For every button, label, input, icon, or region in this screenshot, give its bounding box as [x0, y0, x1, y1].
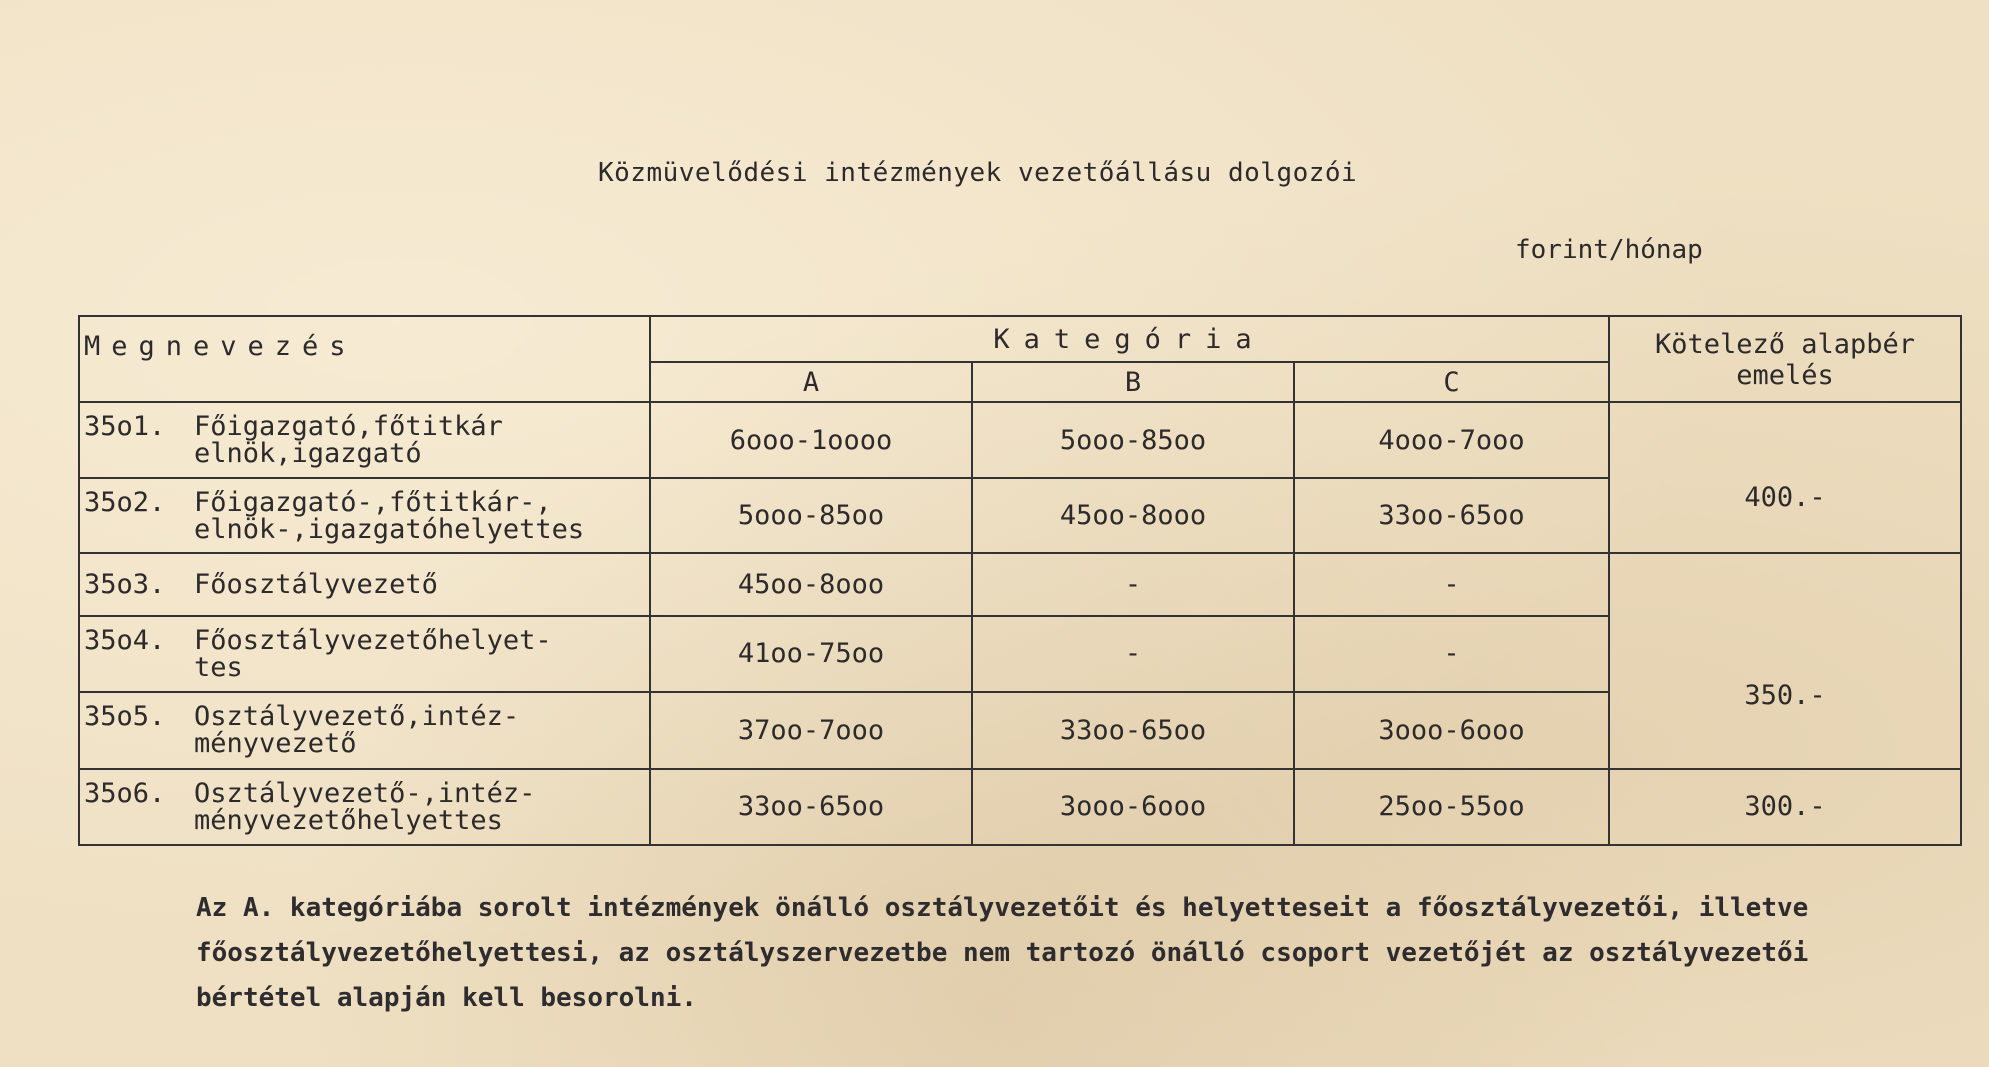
row-code: 35o2.: [84, 486, 166, 518]
row-name-cell: [79, 769, 650, 846]
value-category-c: 3ooo-6ooo: [1294, 692, 1609, 768]
value-category-a: 5ooo-85oo: [650, 478, 972, 553]
value-category-c: 33oo-65oo: [1294, 478, 1609, 553]
row-name-cell: [79, 478, 650, 553]
value-category-a: 45oo-8ooo: [650, 553, 972, 615]
value-category-c: -: [1294, 553, 1609, 615]
value-category-b: 45oo-8ooo: [972, 478, 1294, 553]
row-name-cell: [79, 553, 650, 615]
row-name-cell: [79, 692, 650, 768]
value-category-b: 33oo-65oo: [972, 692, 1294, 768]
row-name-line1: Főigazgató,főtitkár: [194, 411, 503, 443]
row-name-line1: Főosztályvezetőhelyet-: [194, 624, 552, 656]
raise-value: 350.-: [1609, 553, 1961, 768]
table-row: [79, 402, 1961, 477]
header-kategoria: Kategória: [650, 316, 1609, 362]
table-row: [79, 553, 1961, 615]
row-name-line1: Osztályvezető-,intéz-: [194, 777, 536, 809]
row-name-line2: tes: [194, 651, 243, 683]
raise-value: 300.-: [1609, 769, 1961, 846]
row-name-line1: Osztályvezető,intéz-: [194, 701, 520, 733]
row-name-line2: ményvezetőhelyettes: [194, 804, 503, 836]
salary-table: [78, 315, 1962, 846]
row-name-cell: [79, 616, 650, 692]
table-header-row: [79, 316, 1961, 362]
value-category-a: 41oo-75oo: [650, 616, 972, 692]
value-category-b: -: [972, 616, 1294, 692]
raise-value: 400.-: [1609, 402, 1961, 553]
header-megnevezes: Megnevezés: [79, 316, 650, 402]
value-category-b: -: [972, 553, 1294, 615]
row-name-line1: Főigazgató-,főtitkár-,: [194, 486, 552, 518]
table-row: [79, 769, 1961, 846]
row-name-line2: elnök,igazgató: [194, 438, 422, 470]
header-category-c: C: [1294, 362, 1609, 402]
header-category-a: A: [650, 362, 972, 402]
row-code: 35o4.: [84, 624, 166, 656]
row-code: 35o6.: [84, 777, 166, 809]
value-category-a: 6ooo-1oooo: [650, 402, 972, 477]
value-category-c: 25oo-55oo: [1294, 769, 1609, 846]
row-code: 35o3.: [84, 568, 166, 600]
row-code: 35o5.: [84, 701, 166, 733]
header-category-b: B: [972, 362, 1294, 402]
value-category-b: 5ooo-85oo: [972, 402, 1294, 477]
value-category-b: 3ooo-6ooo: [972, 769, 1294, 846]
value-category-a: 37oo-7ooo: [650, 692, 972, 768]
row-name-cell: [79, 402, 650, 477]
value-category-c: 4ooo-7ooo: [1294, 402, 1609, 477]
header-kotelezo-alapber-emeles: Kötelező alapbér emelés: [1609, 316, 1961, 402]
footnote-paragraph: Az A. kategóriába sorolt intézmények önálló osztályvezetőit és helyetteseit a főosztályvezetői, illetve főosztályvezetőhelyettesi, az osztályszervezetbe nem tartozó önálló csoport vezetőjét az osztályvezetői bértétel alapján kell besorolni.: [196, 893, 1809, 1013]
row-name-line2: ményvezető: [194, 728, 357, 760]
value-category-c: -: [1294, 616, 1609, 692]
row-name-line1: Főosztályvezető: [194, 568, 438, 600]
row-name-line2: elnök-,igazgatóhelyettes: [194, 513, 585, 545]
document-title: Közmüvelődési intézmények vezetőállásu dolgozói: [598, 158, 1358, 188]
row-code: 35o1.: [84, 411, 166, 443]
value-category-a: 33oo-65oo: [650, 769, 972, 846]
unit-label: forint/hónap: [1515, 235, 1703, 265]
